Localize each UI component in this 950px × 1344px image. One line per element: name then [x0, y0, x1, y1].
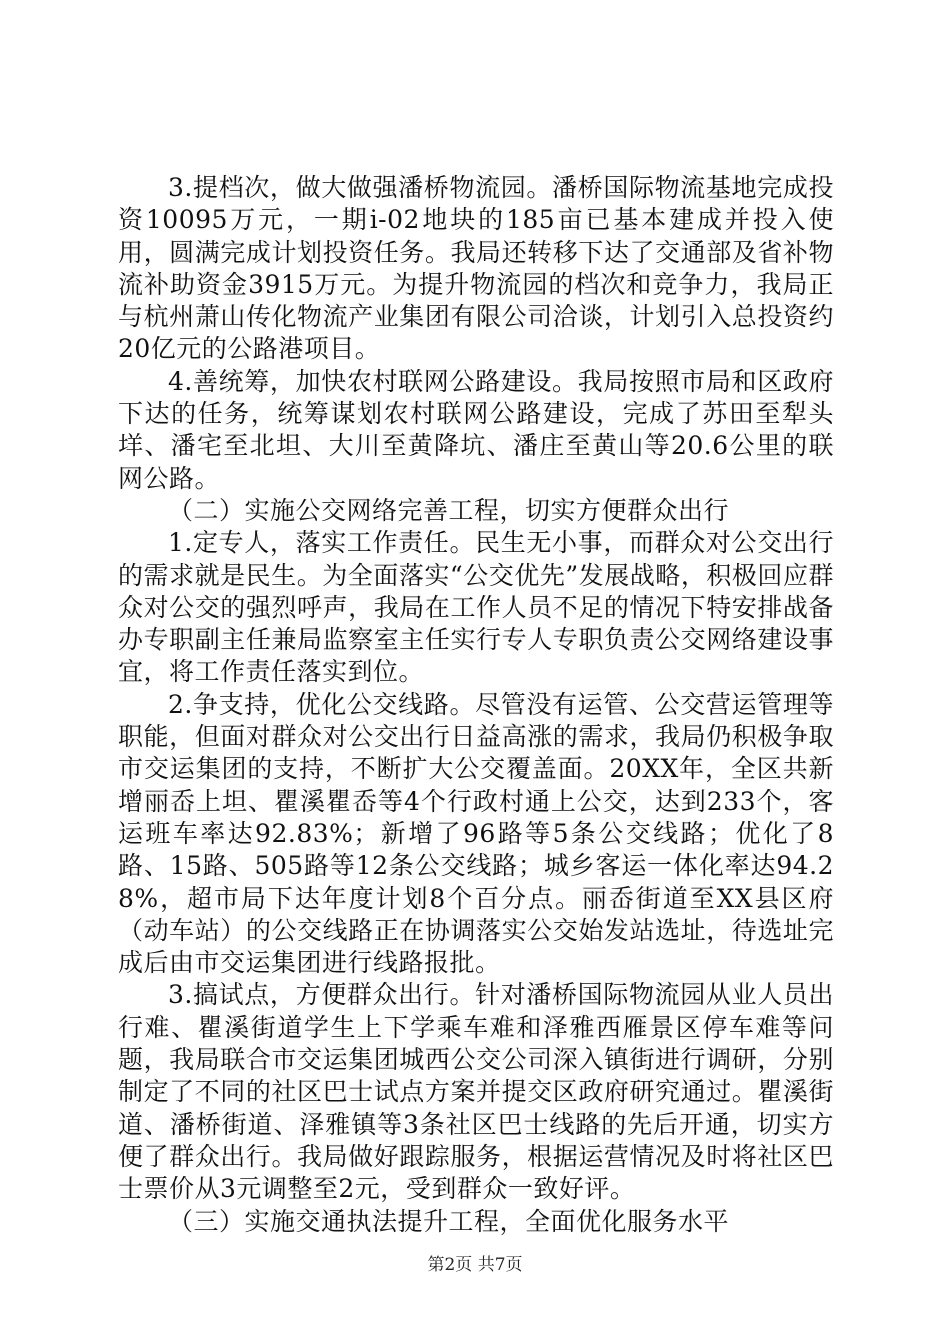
paragraph-logistics-park: 3.提档次，做大做强潘桥物流园。潘桥国际物流基地完成投资10095万元，一期i-02地块的185亩已基本建成并投入使用，圆满完成计划投资任务。我局还转移下达了交通部及省补物流补助资金3915万元。为提升物流园的档次和竞争力，我局正与杭州萧山传化物流产业集团有限公司洽谈，计划引入总投资约20亿元的公路港项目。	[118, 173, 834, 364]
paragraph-community-bus-pilot: 3.搞试点，方便群众出行。针对潘桥国际物流园从业人员出行难、瞿溪街道学生上下学乘车难和泽雅西雁景区停车难等问题，我局联合市交运集团城西公交公司深入镇街进行调研，分别制定了不同的社区巴士试点方案并提交区政府研究通过。瞿溪街道、潘桥街道、泽雅镇等3条社区巴士线路的先后开通，切实方便了群众出行。我局做好跟踪服务，根据运营情况及时将社区巴士票价从3元调整至2元，受到群众一致好评。	[118, 980, 834, 1204]
section-heading-bus-network: （二）实施公交网络完善工程，切实方便群众出行	[168, 495, 730, 525]
paragraph-assign-staff: 1.定专人，落实工作责任。民生无小事，而群众对公交出行的需求就是民生。为全面落实“公交优先”发展战略，积极回应群众对公交的强烈呼声，我局在工作人员不足的情况下特安排战备办专职副主任兼局监察室主任实行专人专职负责公交网络建设事宜，将工作责任落实到位。	[118, 528, 834, 687]
paragraph-rural-roads: 4.善统筹，加快农村联网公路建设。我局按照市局和区政府下达的任务，统筹谋划农村联网公路建设，完成了苏田至犁头垟、潘宅至北坦、大川至黄降坑、潘庄至黄山等20.6公里的联网公路。	[118, 366, 834, 493]
document-body	[118, 172, 834, 1238]
section-heading-traffic-enforcement: （三）实施交通执法提升工程，全面优化服务水平	[168, 1206, 730, 1236]
page-footer: 第2页 共7页	[427, 1255, 523, 1275]
paragraph-optimize-routes: 2.争支持，优化公交线路。尽管没有运管、公交营运管理等职能，但面对群众对公交出行日益高涨的需求，我局仍积极争取市交运集团的支持，不断扩大公交覆盖面。20XX年，全区共新增丽岙上坦、瞿溪瞿岙等4个行政村通上公交，达到233个，客运班车率达92.83%；新增了96路等5条公交线路；优化了8路、15路、505路等12条公交线路；城乡客运一体化率达94.28%，超市局下达年度计划8个百分点。丽岙街道至XX县区府（动车站）的公交线路正在协调落实公交始发站选址，待选址完成后由市交运集团进行线路报批。	[118, 689, 834, 978]
